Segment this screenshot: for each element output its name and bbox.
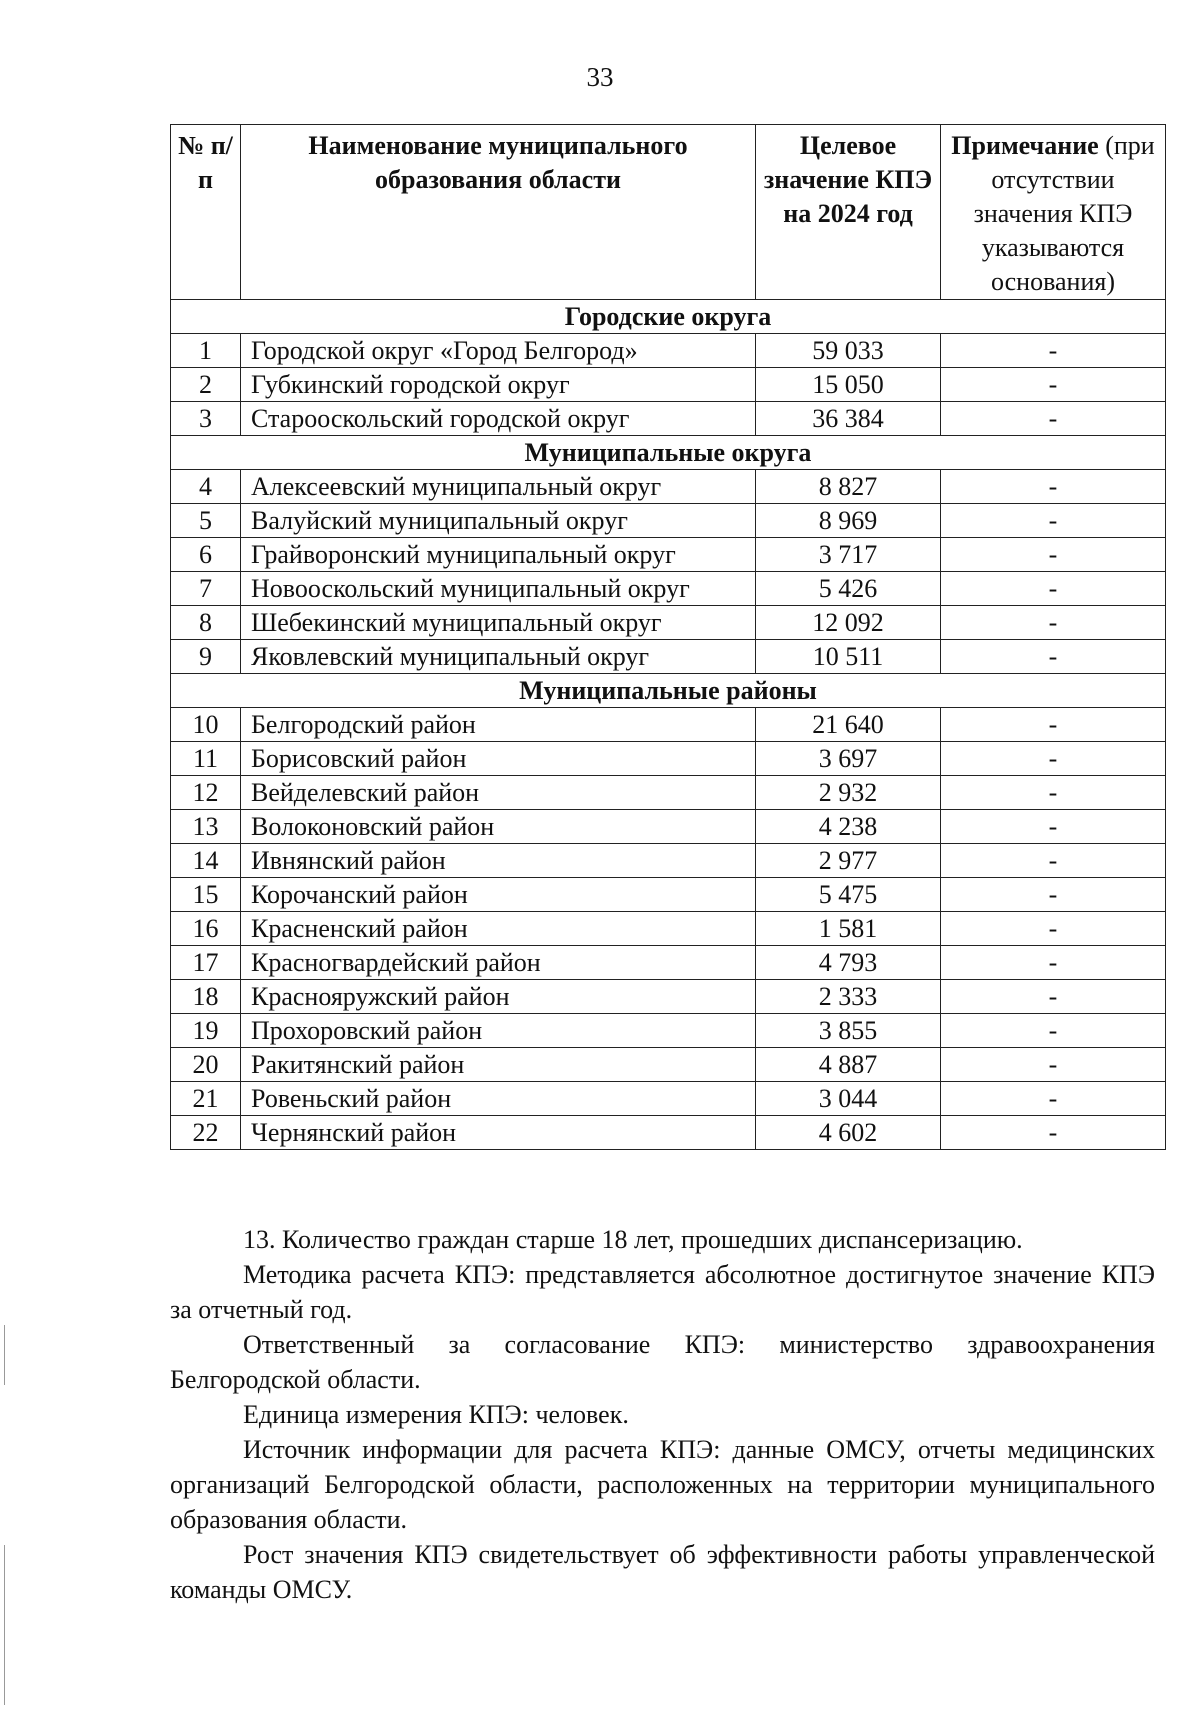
- table-row: [171, 708, 1166, 742]
- municipality-name: Корочанский район: [241, 878, 756, 912]
- note-value: -: [941, 1048, 1166, 1082]
- row-number: 6: [171, 538, 241, 572]
- municipality-name: Вейделевский район: [241, 776, 756, 810]
- header-number: № п/п: [171, 125, 241, 300]
- scan-margin-line: [4, 1325, 5, 1385]
- table-row: [171, 1014, 1166, 1048]
- note-value: -: [941, 912, 1166, 946]
- note-value: -: [941, 1082, 1166, 1116]
- target-value: 2 932: [756, 776, 941, 810]
- table-row: [171, 810, 1166, 844]
- table-row: [171, 402, 1166, 436]
- table-row: [171, 334, 1166, 368]
- municipality-name: Новооскольский муниципальный округ: [241, 572, 756, 606]
- municipality-name: Старооскольский городской округ: [241, 402, 756, 436]
- table-row: [171, 912, 1166, 946]
- municipality-name: Ракитянский район: [241, 1048, 756, 1082]
- note-value: -: [941, 640, 1166, 674]
- municipality-name: Яковлевский муниципальный округ: [241, 640, 756, 674]
- target-value: 8 969: [756, 504, 941, 538]
- target-value: 21 640: [756, 708, 941, 742]
- table-row: [171, 1048, 1166, 1082]
- target-value: 3 855: [756, 1014, 941, 1048]
- row-number: 13: [171, 810, 241, 844]
- target-value: 2 977: [756, 844, 941, 878]
- note-value: -: [941, 878, 1166, 912]
- table-row: [171, 742, 1166, 776]
- row-number: 3: [171, 402, 241, 436]
- header-name: Наименование муниципального образования области: [241, 125, 756, 300]
- row-number: 16: [171, 912, 241, 946]
- target-value: 1 581: [756, 912, 941, 946]
- note-value: -: [941, 572, 1166, 606]
- note-value: -: [941, 776, 1166, 810]
- note-value: -: [941, 334, 1166, 368]
- municipality-name: Красненский район: [241, 912, 756, 946]
- municipality-name: Красногвардейский район: [241, 946, 756, 980]
- target-value: 12 092: [756, 606, 941, 640]
- row-number: 17: [171, 946, 241, 980]
- municipality-name: Белгородский район: [241, 708, 756, 742]
- target-value: 4 887: [756, 1048, 941, 1082]
- document-text: [170, 1222, 1155, 1607]
- municipality-name: Ровеньский район: [241, 1082, 756, 1116]
- header-target: Целевое значение КПЭ на 2024 год: [756, 125, 941, 300]
- table-row: [171, 572, 1166, 606]
- header-note-detail: (при отсутствии значения КПЭ указываются основания): [973, 131, 1155, 296]
- row-number: 4: [171, 470, 241, 504]
- municipality-name: Алексеевский муниципальный округ: [241, 470, 756, 504]
- municipality-name: Ивнянский район: [241, 844, 756, 878]
- note-value: -: [941, 470, 1166, 504]
- target-value: 4 238: [756, 810, 941, 844]
- paragraph: Методика расчета КПЭ: представляется абсолютное достигнутое значение КПЭ за отчетный год.: [170, 1260, 1155, 1324]
- paragraph: Рост значения КПЭ свидетельствует об эффективности работы управленческой команды ОМСУ.: [170, 1540, 1155, 1604]
- note-value: -: [941, 1116, 1166, 1150]
- target-value: 2 333: [756, 980, 941, 1014]
- target-value: 36 384: [756, 402, 941, 436]
- target-value: 15 050: [756, 368, 941, 402]
- section-header-row: [171, 674, 1166, 708]
- municipality-name: Чернянский район: [241, 1116, 756, 1150]
- note-value: -: [941, 538, 1166, 572]
- municipality-name: Губкинский городской округ: [241, 368, 756, 402]
- municipality-name: Прохоровский район: [241, 1014, 756, 1048]
- table-row: [171, 470, 1166, 504]
- table-row: [171, 368, 1166, 402]
- table-row: [171, 844, 1166, 878]
- row-number: 21: [171, 1082, 241, 1116]
- note-value: -: [941, 742, 1166, 776]
- target-value: 3 044: [756, 1082, 941, 1116]
- table-row: [171, 878, 1166, 912]
- row-number: 22: [171, 1116, 241, 1150]
- row-number: 19: [171, 1014, 241, 1048]
- row-number: 8: [171, 606, 241, 640]
- page-number: 33: [586, 62, 614, 92]
- table-row: [171, 1116, 1166, 1150]
- section-title: Муниципальные районы: [171, 674, 1166, 708]
- paragraph: Источник информации для расчета КПЭ: данные ОМСУ, отчеты медицинских организаций Белгородской области, расположенных на территории муниципального образования области.: [170, 1435, 1155, 1534]
- paragraph: 13. Количество граждан старше 18 лет, прошедших диспансеризацию.: [243, 1225, 1023, 1254]
- row-number: 10: [171, 708, 241, 742]
- row-number: 15: [171, 878, 241, 912]
- row-number: 14: [171, 844, 241, 878]
- row-number: 12: [171, 776, 241, 810]
- section-title: Городские округа: [171, 300, 1166, 334]
- row-number: 2: [171, 368, 241, 402]
- municipality-name: Валуйский муниципальный округ: [241, 504, 756, 538]
- note-value: -: [941, 606, 1166, 640]
- note-value: -: [941, 844, 1166, 878]
- target-value: 10 511: [756, 640, 941, 674]
- section-title: Муниципальные округа: [171, 436, 1166, 470]
- header-note: [941, 125, 1166, 300]
- section-header-row: [171, 300, 1166, 334]
- target-value: 5 426: [756, 572, 941, 606]
- row-number: 11: [171, 742, 241, 776]
- kpi-table-body: [171, 300, 1166, 1150]
- table-row: [171, 980, 1166, 1014]
- note-value: -: [941, 368, 1166, 402]
- target-value: 5 475: [756, 878, 941, 912]
- table-row: [171, 946, 1166, 980]
- row-number: 18: [171, 980, 241, 1014]
- table-row: [171, 504, 1166, 538]
- municipality-name: Борисовский район: [241, 742, 756, 776]
- target-value: 4 602: [756, 1116, 941, 1150]
- municipality-name: Волоконовский район: [241, 810, 756, 844]
- note-value: -: [941, 708, 1166, 742]
- paragraph: Единица измерения КПЭ: человек.: [243, 1400, 629, 1429]
- table-row: [171, 538, 1166, 572]
- table-row: [171, 640, 1166, 674]
- kpi-table: [170, 124, 1166, 1150]
- municipality-name: Городской округ «Город Белгород»: [241, 334, 756, 368]
- target-value: 8 827: [756, 470, 941, 504]
- row-number: 1: [171, 334, 241, 368]
- note-value: -: [941, 946, 1166, 980]
- row-number: 5: [171, 504, 241, 538]
- municipality-name: Краснояружский район: [241, 980, 756, 1014]
- row-number: 9: [171, 640, 241, 674]
- header-note-title: Примечание: [951, 131, 1099, 160]
- municipality-name: Шебекинский муниципальный округ: [241, 606, 756, 640]
- table-header-row: [171, 125, 1166, 300]
- note-value: -: [941, 402, 1166, 436]
- municipality-name: Грайворонский муниципальный округ: [241, 538, 756, 572]
- row-number: 7: [171, 572, 241, 606]
- scan-margin-line: [4, 1545, 5, 1705]
- row-number: 20: [171, 1048, 241, 1082]
- table-row: [171, 1082, 1166, 1116]
- table-row: [171, 776, 1166, 810]
- paragraph: Ответственный за согласование КПЭ: министерство здравоохранения Белгородской области.: [170, 1330, 1155, 1394]
- target-value: 59 033: [756, 334, 941, 368]
- note-value: -: [941, 504, 1166, 538]
- target-value: 3 697: [756, 742, 941, 776]
- note-value: -: [941, 1014, 1166, 1048]
- note-value: -: [941, 810, 1166, 844]
- section-header-row: [171, 436, 1166, 470]
- target-value: 3 717: [756, 538, 941, 572]
- note-value: -: [941, 980, 1166, 1014]
- table-row: [171, 606, 1166, 640]
- target-value: 4 793: [756, 946, 941, 980]
